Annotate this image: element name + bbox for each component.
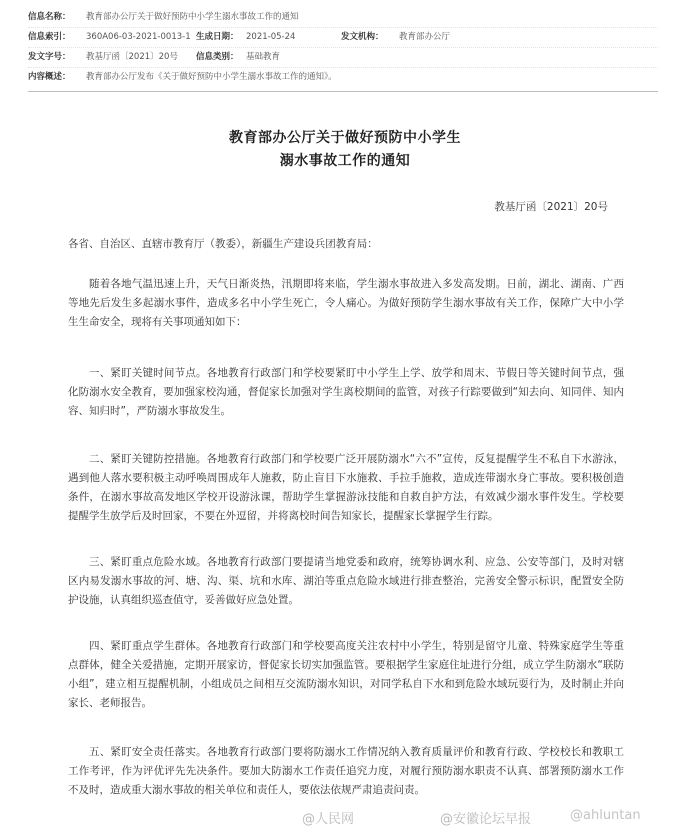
meta-row-info-name bbox=[28, 8, 658, 28]
index-value: 360A06-03-2021-0013-1 bbox=[86, 32, 191, 42]
paragraph-3: 三、紧盯重点危险水域。各地教育行政部门要提请当地党委和政府，统筹协调水利、应急、公安等部门，及时对辖区内易发溺水事故的河、塘、沟、渠、坑和水库、湖泊等重点危险水域进行排查整治，完善安全警示标识，配置安全防护设施，认真组织巡查值守，妥善做好应急处置。 bbox=[68, 556, 624, 606]
document-number: 教基厅函〔2021〕20号 bbox=[494, 201, 608, 213]
watermark-ahluntan: @ahluntan bbox=[570, 808, 641, 823]
watermark-anhui-forum: @安徽论坛早报 bbox=[440, 812, 532, 827]
issuer-label: 发文机构： bbox=[341, 32, 384, 42]
paragraph-4: 四、紧盯重点学生群体。各地教育行政部门和学校要高度关注农村中小学生，特别是留守儿童、特殊家庭学生等重点群体，健全关爱措施，定期开展家访，督促家长切实加强监管。要根据学生家庭住址进行分组，成立学生防溺水“联防小组”，建立相互提醒机制，小组成员之间相互交流防溺水知识，对同学私自下水和到危险水域玩耍行为，及时制止并向家长、老师报告。 bbox=[68, 640, 624, 709]
watermark-renminwang: @人民网 bbox=[302, 812, 355, 827]
doc-code-value: 教基厅函〔2021〕20号 bbox=[86, 52, 178, 62]
document-title-line-1: 教育部办公厅关于做好预防中小学生 bbox=[229, 130, 461, 146]
meta-row-doc-code bbox=[28, 48, 658, 68]
category-label: 信息类别： bbox=[196, 52, 239, 62]
date-value: 2021-05-24 bbox=[246, 32, 296, 42]
paragraph-1: 一、紧盯关键时间节点。各地教育行政部门和学校要紧盯中小学生上学、放学和周末、节假日等关键时间节点，强化防溺水安全教育，要加强家校沟通，督促家长加强对学生离校期间的监管，对孩子行踪要做到“知去向、知同伴、知内容、知归时”，严防溺水事故发生。 bbox=[68, 367, 624, 417]
paragraph-intro: 随着各地气温迅速上升，天气日渐炎热，汛期即将来临，学生溺水事故进入多发高发期。日前，湖北、湖南、广西等地先后发生多起溺水事件，造成多名中小学生死亡，令人痛心。为做好预防学生溺水事故有关工作，保障广大中小学生生命安全，现将有关事项通知如下： bbox=[68, 278, 624, 328]
paragraph-5: 五、紧盯安全责任落实。各地教育行政部门要将防溺水工作情况纳入教育质量评价和教育行政、学校校长和教职工工作考评，作为评优评先先决条件。要加大防溺水工作责任追究力度，对履行预防溺水职责不认真、部署预防溺水工作不及时，造成重大溺水事故的相关单位和责任人，要依法依规严肃追责问责。 bbox=[68, 746, 624, 796]
document-metadata-table bbox=[28, 8, 658, 92]
meta-row-summary bbox=[28, 68, 658, 87]
doc-code-label: 发文字号： bbox=[28, 52, 71, 62]
index-label: 信息索引： bbox=[28, 32, 71, 42]
info-name-label: 信息名称： bbox=[28, 12, 71, 22]
document-title-line-2: 溺水事故工作的通知 bbox=[279, 153, 411, 169]
salutation: 各省、自治区、直辖市教育厅（教委），新疆生产建设兵团教育局： bbox=[68, 238, 378, 250]
summary-label: 内容概述： bbox=[28, 72, 71, 82]
meta-row-index bbox=[28, 28, 658, 48]
date-label: 生成日期： bbox=[196, 32, 239, 42]
category-value: 基础教育 bbox=[246, 52, 281, 62]
paragraph-2: 二、紧盯关键防控措施。各地教育行政部门和学校要广泛开展防溺水“六不”宣传，反复提醒学生不私自下水游泳，遇到他人落水要积极主动呼唤周围成年人施救，防止盲目下水施救、手拉手施救，造成连带溺水身亡事故。要积极创造条件，在溺水事故高发地区学校开设游泳课，帮助学生掌握游泳技能和自救自护方法，有效减少溺水事件发生。学校要提醒学生放学后及时回家，不要在外逗留，并将离校时间告知家长，提醒家长掌握学生行踪。 bbox=[68, 453, 624, 522]
issuer-value: 教育部办公厅 bbox=[399, 32, 451, 42]
info-name-value: 教育部办公厅关于做好预防中小学生溺水事故工作的通知 bbox=[86, 12, 299, 22]
summary-value: 教育部办公厅发布《关于做好预防中小学生溺水事故工作的通知》。 bbox=[86, 72, 337, 82]
